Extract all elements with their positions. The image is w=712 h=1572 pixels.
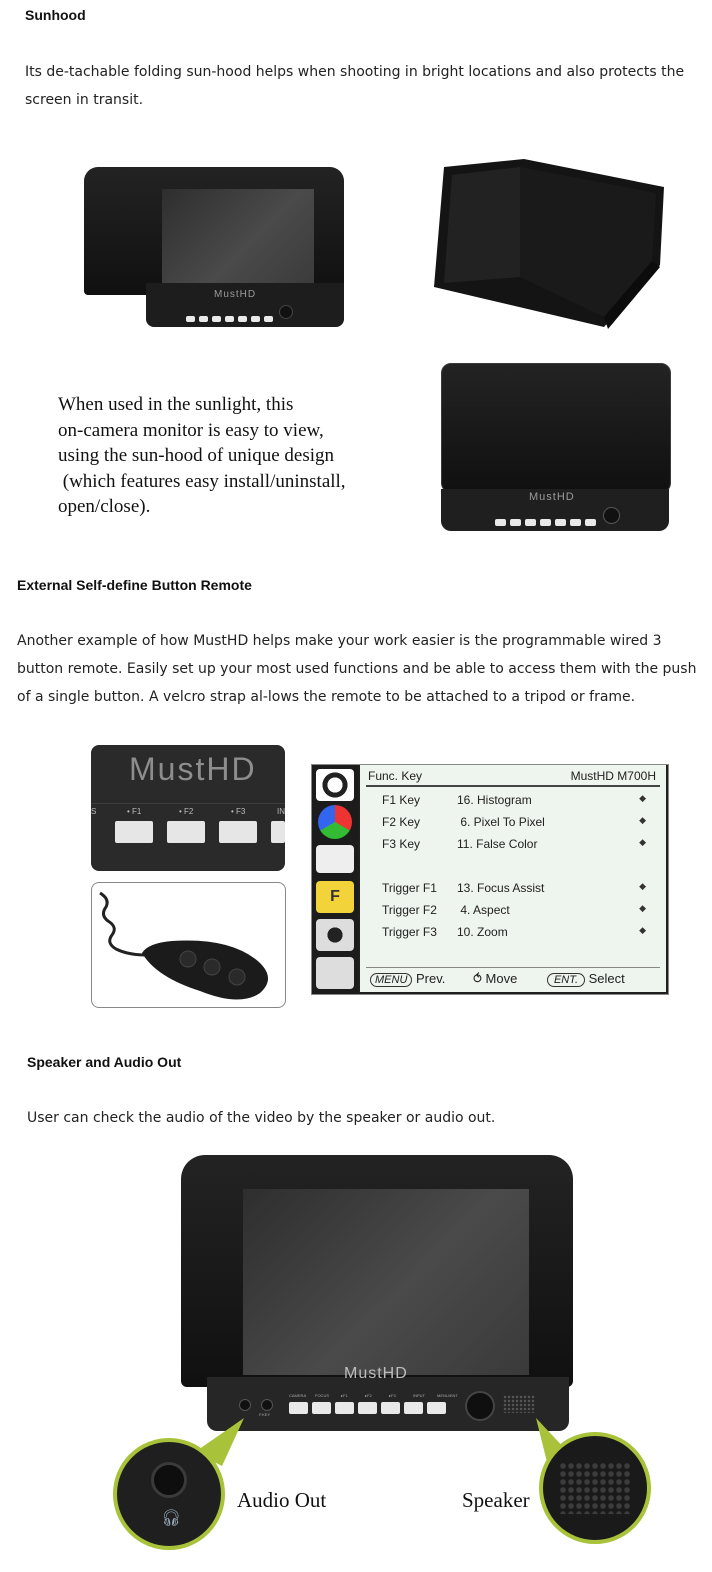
key-label: • F3 [231,807,246,816]
menu-key-text: Prev. [416,971,446,986]
remote-title: External Self-define Button Remote [17,577,252,593]
osd-row-label: F1 Key [382,793,421,807]
caption-line: (which features easy install/uninstall, [58,470,346,492]
move-text: Move [485,971,518,986]
audio-out-closeup [113,1438,225,1550]
button-label: CAMERA [289,1393,307,1398]
osd-row-value: 13. Focus Assist [457,881,545,895]
button-label: INPUT [413,1393,425,1398]
button-label: ▸F3 [389,1393,396,1398]
key-label: • F2 [179,807,194,816]
updown-arrow-icon: ◆ [639,881,646,891]
updown-arrow-icon: ◆ [639,793,646,803]
fkey-label: F.KEY [259,1412,271,1417]
osd-header-left: Func. Key [368,769,423,783]
rotate-knob-icon: ⥀ [473,971,482,986]
osd-row-value: 4. Aspect [457,903,510,917]
headphone-jack-icon [151,1462,187,1498]
key-label: S [91,807,97,816]
osd-row-label: F3 Key [382,837,421,851]
updown-arrow-icon: ◆ [639,815,646,825]
caption-line: on-camera monitor is easy to view, [58,419,324,441]
updown-arrow-icon: ◆ [639,925,646,935]
audio-description: User can check the audio of the video by the speaker or audio out. [27,1110,496,1126]
menu-key-badge: MENU [370,973,412,987]
speaker-grill-icon [559,1462,631,1514]
remote-description: Another example of how MustHD helps make your work easier is the programmable wired 3 button remote. Easily set up your most used functions and be able to access them with the push of a single button. A velcro strap al-lows the remote to be attached to a tripod or frame. [17,633,697,705]
caption-line: open/close). [58,496,151,517]
sunhood-description: Its de-tachable folding sun-hood helps when shooting in bright locations and also protects the screen in transit. [25,64,685,108]
brand-logo: MustHD [344,1365,408,1382]
osd-header-right: MustHD M700H [570,769,656,783]
button-label: ▸F1 [341,1393,348,1398]
audio-title: Speaker and Audio Out [27,1054,182,1070]
osd-row-label: Trigger F2 [382,903,437,917]
caption-line: When used in the sunlight, this [58,394,294,415]
sunhood-title: Sunhood [25,7,86,23]
updown-arrow-icon: ◆ [639,903,646,913]
osd-row-value: 6. Pixel To Pixel [457,815,545,829]
key-label: • F1 [127,807,142,816]
speaker-closeup [539,1432,651,1544]
ent-key-badge: ENT. [547,973,585,987]
audio-out-label: Audio Out [237,1488,327,1512]
key-label: IN [277,807,285,816]
speaker-label: Speaker [462,1488,530,1512]
button-label: ▸F2 [365,1393,372,1398]
brand-logo: MustHD [214,289,257,300]
button-label: MENU/ENT [437,1393,458,1398]
ent-key-text: Select [588,971,625,986]
function-key-icon: F [316,881,354,913]
osd-row-label: Trigger F1 [382,881,437,895]
osd-row-label: F2 Key [382,815,421,829]
updown-arrow-icon: ◆ [639,837,646,847]
headphone-icon: 🎧︎ [161,1508,182,1527]
button-label: FOCUS [315,1393,329,1398]
caption-line: using the sun-hood of unique design [58,445,335,466]
osd-row-label: Trigger F3 [382,925,437,939]
brand-logo: MustHD [529,491,575,503]
brand-logo: MustHD [129,751,257,787]
osd-row-value: 16. Histogram [457,793,532,807]
osd-row-value: 10. Zoom [457,925,508,939]
osd-row-value: 11. False Color [457,837,538,851]
